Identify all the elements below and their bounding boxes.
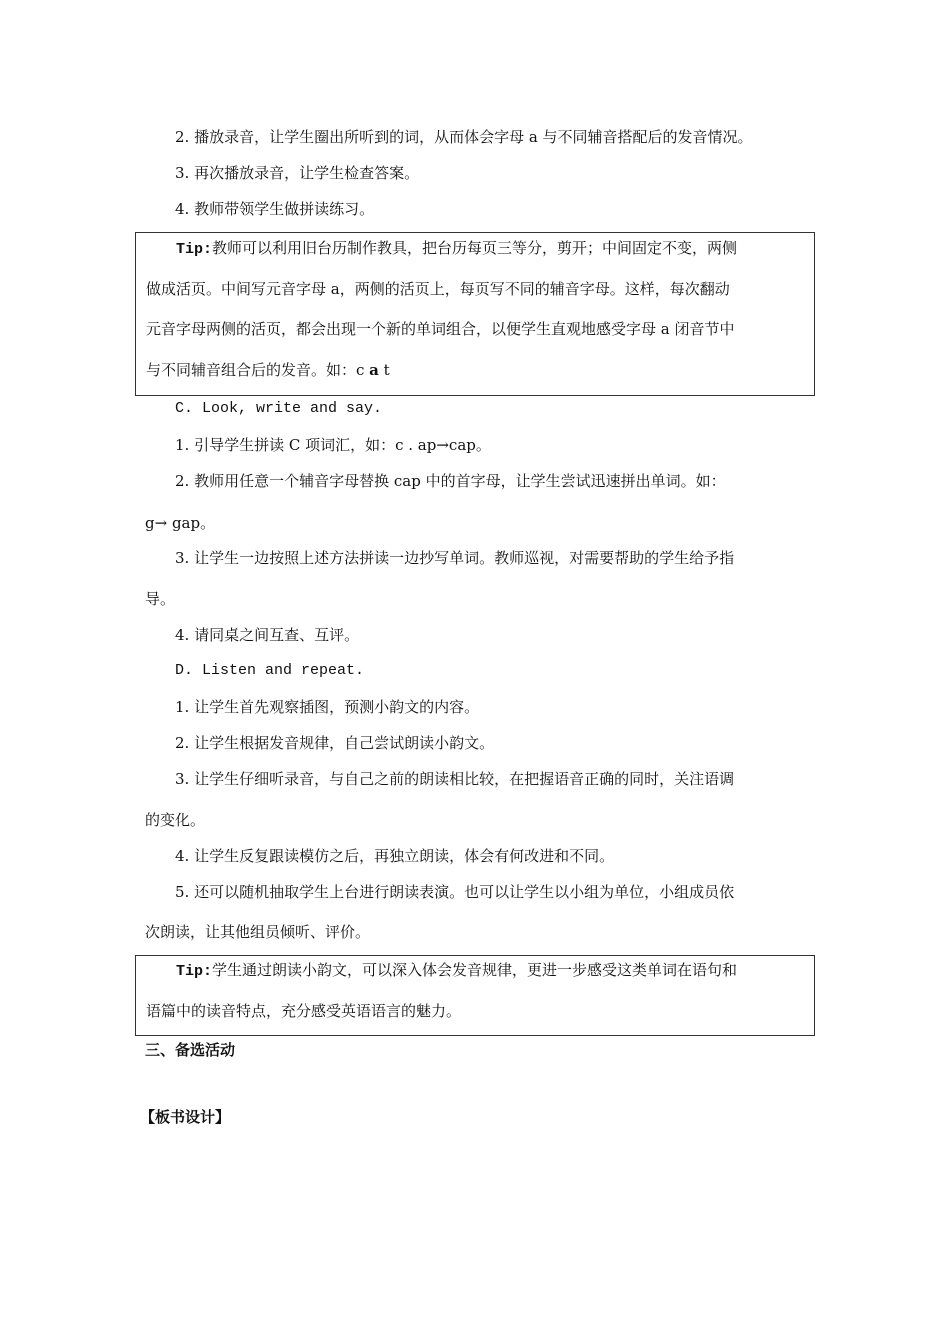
step-d3-cont: 的变化。 xyxy=(145,811,206,829)
tip1-line3: 元音字母两侧的活页，都会出现一个新的单词组合，以便学生直观地感受字母 a 闭音节中 xyxy=(146,320,735,338)
tip1-line2: 做成活页。中间写元音字母 a，两侧的活页上，每页写不同的辅音字母。这样，每次翻动 xyxy=(146,280,730,298)
section-d-title: D. Listen and repeat. xyxy=(175,662,365,679)
step-c1: 1. 引导学生拼读 C 项词汇，如：c . ap→cap。 xyxy=(175,436,491,454)
step-d5-cont: 次朗读，让其他组员倾听、评价。 xyxy=(145,923,371,941)
section-three-heading: 三、备选活动 xyxy=(145,1041,236,1059)
step-b2: 2. 播放录音，让学生圈出所听到的词，从而体会字母 a 与不同辅音搭配后的发音情况。 xyxy=(175,128,753,146)
tip2-label: Tip: xyxy=(176,963,213,980)
tip-box-1 xyxy=(135,232,815,396)
step-c3-cont: 导。 xyxy=(145,590,176,608)
section-c-title: C. Look, write and say. xyxy=(175,400,383,417)
step-c2: 2. 教师用任意一个辅音字母替换 cap 中的首字母，让学生尝试迅速拼出单词。如： xyxy=(175,472,726,490)
step-c4: 4. 请同桌之间互查、互评。 xyxy=(175,626,360,644)
step-d3: 3. 让学生仔细听录音，与自己之前的朗读相比较，在把握语音正确的同时，关注语调 xyxy=(175,770,735,788)
step-d1: 1. 让学生首先观察插图，预测小韵文的内容。 xyxy=(175,698,480,716)
tip1-line1: Tip:教师可以利用旧台历制作教具，把台历每页三等分，剪开；中间固定不变，两侧 xyxy=(176,239,738,258)
step-c2-cont: g→ gap。 xyxy=(145,514,216,532)
tip1-bold-vowel: a xyxy=(369,361,379,379)
tip2-line2: 语篇中的读音特点，充分感受英语语言的魅力。 xyxy=(146,1002,462,1020)
step-d5: 5. 还可以随机抽取学生上台进行朗读表演。也可以让学生以小组为单位，小组成员依 xyxy=(175,883,735,901)
tip2-line1: Tip:学生通过朗读小韵文，可以深入体会发音规律，更进一步感受这类单词在语句和 xyxy=(176,961,738,980)
step-b3: 3. 再次播放录音，让学生检查答案。 xyxy=(175,164,420,182)
tip1-line4: 与不同辅音组合后的发音。如：c a t xyxy=(146,361,390,379)
tip1-label: Tip: xyxy=(176,241,213,258)
step-b4: 4. 教师带领学生做拼读练习。 xyxy=(175,200,375,218)
step-c3: 3. 让学生一边按照上述方法拼读一边抄写单词。教师巡视，对需要帮助的学生给予指 xyxy=(175,549,735,567)
tip-box-2 xyxy=(135,955,815,1036)
board-design-heading: 【板书设计】 xyxy=(140,1108,231,1126)
step-d2: 2. 让学生根据发音规律，自己尝试朗读小韵文。 xyxy=(175,734,495,752)
step-d4: 4. 让学生反复跟读模仿之后，再独立朗读，体会有何改进和不同。 xyxy=(175,847,615,865)
